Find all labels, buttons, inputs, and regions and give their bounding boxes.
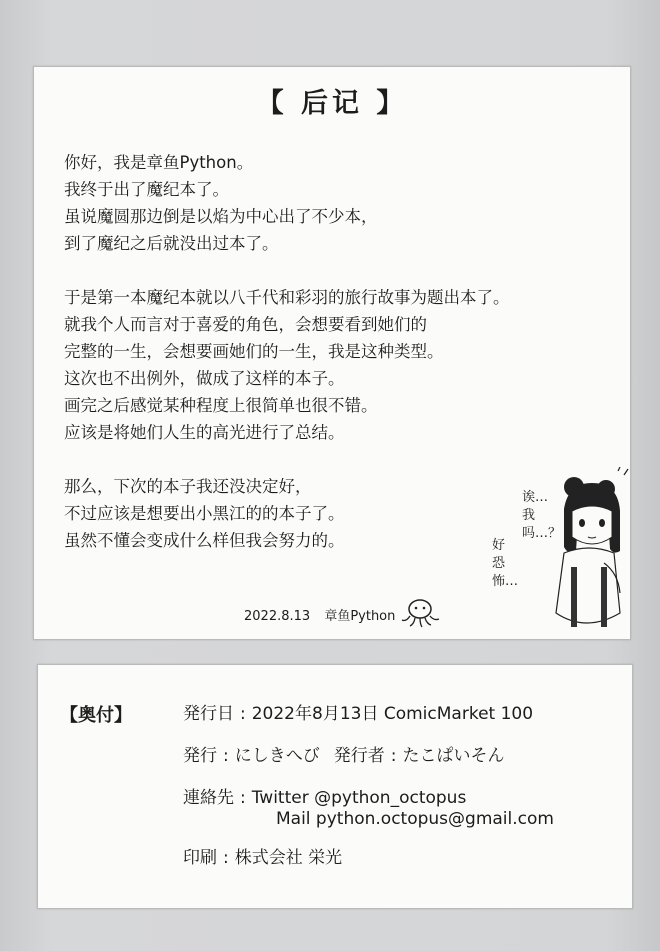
- signature-name: 章鱼Python: [324, 609, 396, 624]
- text-line: 于是第一本魔纪本就以八千代和彩羽的旅行故事为题出本了。: [64, 288, 510, 307]
- text-line: 到了魔纪之后就没出过本了。: [64, 234, 279, 253]
- text-line: 画完之后感觉某种程度上很简单也很不错。: [64, 396, 378, 415]
- row-value: にしきへび: [234, 746, 320, 766]
- row-label: 発行者: [333, 746, 385, 766]
- publish-date-row: 発行日 : 2022年8月13日 ComicMarket 100: [183, 704, 534, 724]
- speech-bubble-right: 好恐怖…: [492, 538, 519, 589]
- text-line: 虽说魔圆那边倒是以焰为中心出了不少本，: [64, 207, 378, 226]
- text-line: 完整的一生，会想要画她们的一生，我是这种类型。: [64, 342, 444, 361]
- text-line: 你好，我是章鱼Python。: [64, 153, 254, 172]
- octopus-icon: [398, 597, 444, 629]
- text-line: 那么，下次的本子我还没决定好，: [64, 477, 312, 496]
- text-line: 不过应该是想要出小黑江的的本子了。: [64, 504, 345, 523]
- afterword-panel: [33, 66, 631, 640]
- row-value: たこぱいそん: [402, 746, 505, 766]
- contact-row: 連絡先 : Twitter @python_octopus: [183, 788, 467, 808]
- signature: [244, 605, 395, 624]
- text-line: 就我个人而言对于喜爱的角色，会想要看到她们的: [64, 315, 427, 334]
- row-label: 連絡先: [183, 788, 234, 808]
- row-label: 印刷: [183, 848, 217, 868]
- row-value: Mail python.octopus@gmail.com: [276, 809, 554, 829]
- text-line: 应该是将她们人生的高光进行了总结。: [64, 423, 345, 442]
- publisher-row: 発行 : にしきへび 発行者 : たこぱいそん: [183, 746, 505, 766]
- colophon-panel: [37, 664, 633, 909]
- text-line: 虽然不懂会变成什么样但我会努力的。: [64, 531, 345, 550]
- row-value: 2022年8月13日 ComicMarket 100: [251, 704, 534, 724]
- row-label: 発行日: [183, 704, 234, 724]
- colophon-header: 【奥付】: [60, 705, 132, 726]
- contact-mail-row: [276, 809, 554, 829]
- row-value: Twitter @python_octopus: [251, 788, 467, 808]
- row-label: 発行: [183, 746, 217, 766]
- paragraph-2: [64, 284, 634, 446]
- signature-date: 2022.8.13: [244, 609, 311, 624]
- printer-row: 印刷 : 株式会社 栄光: [183, 848, 343, 868]
- speech-bubble-left: 诶…我吗…？: [522, 490, 562, 541]
- text-line: 我终于出了魔纪本了。: [64, 180, 229, 199]
- text-line: 这次也不出例外，做成了这样的本子。: [64, 369, 345, 388]
- paragraph-1: [64, 149, 634, 257]
- row-value: 株式会社 栄光: [234, 848, 343, 868]
- girl-illustration: [544, 467, 630, 637]
- afterword-title: 【 后记 】: [256, 88, 408, 119]
